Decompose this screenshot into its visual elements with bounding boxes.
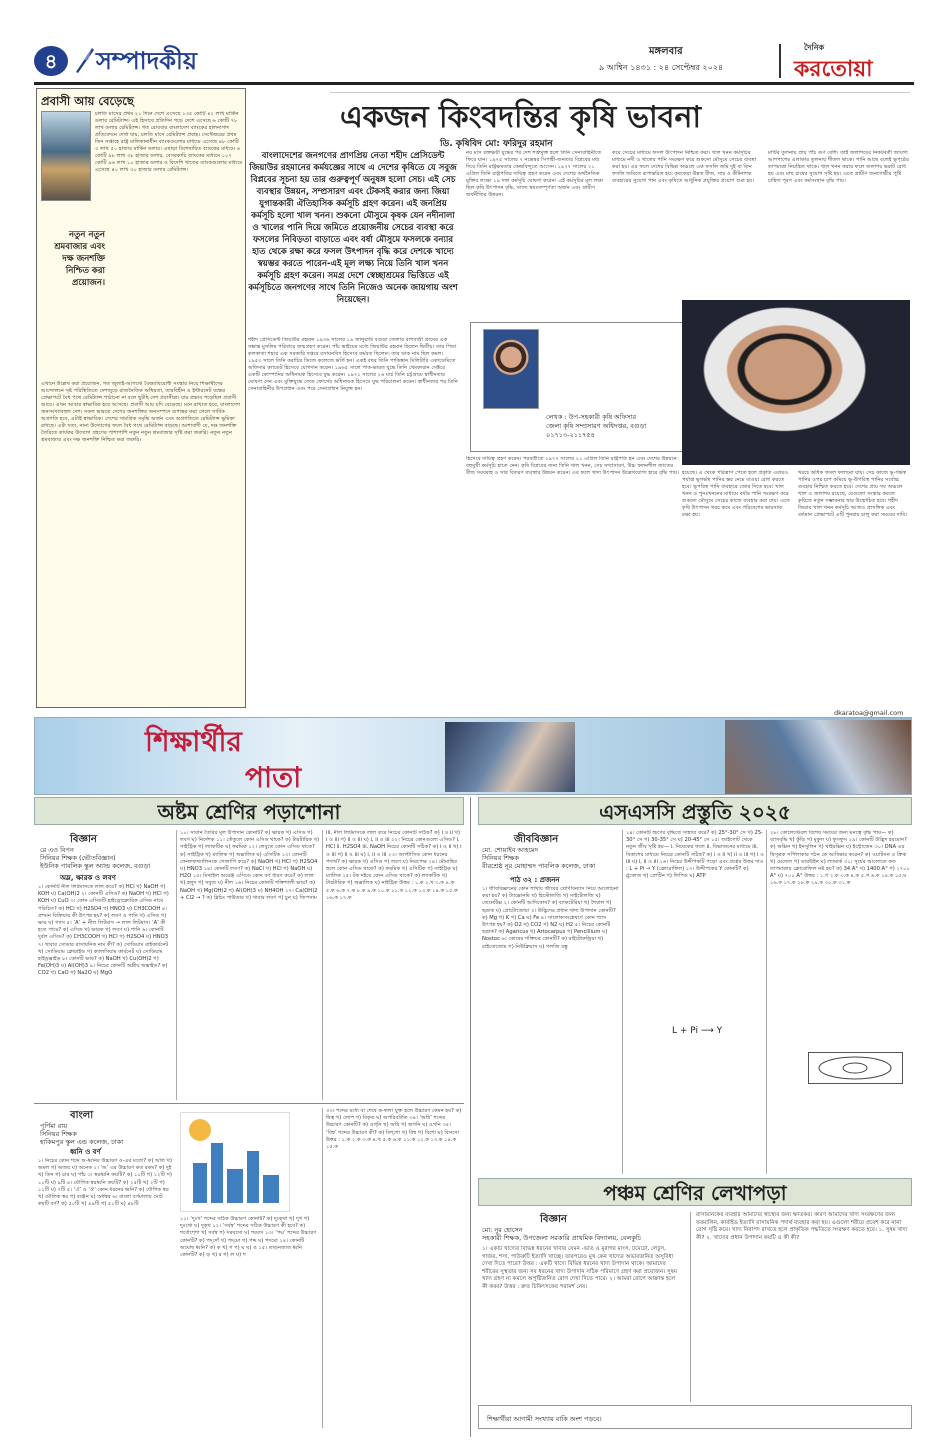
workers-photo <box>41 111 91 201</box>
students-photo-right <box>725 720 911 794</box>
class5-col-1: ১। একটি খাদ্যের বিভিন্ন ধরনের খাবার যেমন -ভাত ও মুরগির মাংস, টমেটো, লেটুস, গাজর, শসা, পাউরুটি ইত্যাদি খাচ্ছে। তারপরেও মুখ কেন খাদ্যের অভাবজনিত অসুবিধা দেখা দিতে পারে? উত্তর : একটি খাদ্যে বিভিন্ন ধরনের খাদ্য উপাদান থাকে। আমাদের শরীরের সুস্থতার জন্য সব ধরনের খাদ্য উপাদান সঠিক পরিমাণে গ্রহণ করা প্রয়োজন। সুষম খাদ্য গ্রহণ না করলে অপুষ্টিজনিত রোগ দেখা দিতে পারে। ২। আমরা রোগে আক্রান্ত হলে কী করব? উত্তর : দ্রুত চিকিৎসকের পরামর্শ নেব। <box>482 1246 677 1290</box>
article-column-4: মাটির তুলনায় প্রায় পাঁচ গুণ বেশি। তাই জলাশয়ের নিকটবর্তী জায়গা আশপাশের এলাকার তুলনায় শীতল থাকে। পানি আছে বলেই ভূপৃষ্ঠের তাপমাত্রা নিয়ন্ত্রিত থাকে। খাল খনন করার ফলে জলাশয় ভরাট রোধ হয় এবং মাছ চাষের সুযোগ সৃষ্টি হয়। এতে গ্রামীণ জনগোষ্ঠীর পুষ্টি চাহিদা পূরণ এবং কর্মসংস্থান বৃদ্ধি পায়। <box>768 150 909 184</box>
class8-science-col-1: ১। কোনটি নীল লিটমাসকে লাল করে? ক) HCl খ) NaOH গ) KOH ঘ) Ca(OH)2 ২। কোনটি এসিড? ক) NaOH খ) HCl গ) KOH ঘ) CuO ৩। কোন এসিডটি হাইড্রোক্লোরিক এসিড নামে পরিচিত? ক) HCl খ) H2SO4 গ) HNO3 ঘ) CH3COOH ৪। প্রশমন বিক্রিয়ায় কী উৎপন্ন হয়? ক) লবণ ও পানি খ) এসিড গ) ক্ষার ঘ) গ্যাস ৫। ‘A’ + নীল লিটমাস → লাল লিটমাস। ‘A’ কী হতে পারে? ক) এসিড খ) ক্ষারক গ) লবণ ঘ) পানি ৬। কোনটি দুর্বল এসিড? ক) CH3COOH খ) HCl গ) H2SO4 ঘ) HNO3 ৭। খাবার সোডার রাসায়নিক নাম কী? ক) সোডিয়াম বাইকার্বনেট খ) সোডিয়াম ক্লোরাইড গ) ক্যালসিয়াম কার্বনেট ঘ) সোডিয়াম হাইড্রক্সাইড ৮। কোনটি ক্ষার? ক) NaOH খ) Cu(OH)2 গ) Fe(OH)3 ঘ) Al(OH)3 ৯। নিচের কোনটি অম্লীয় অক্সাইড? ক) CO2 খ) CaO গ) Na2O ঘ) MgO <box>38 884 169 977</box>
author-caption: লেখক : উপ-সহকারী কৃষি অফিসার জেলা কৃষি সম্প্রসারণ অধিদপ্তর, বগুড়া ০১৭১৩-২১১৭৫৪ <box>546 413 647 439</box>
ssc-topic: পাঠ ৩২ : প্রজনন <box>510 876 560 884</box>
brand-prefix: দৈনিক <box>804 43 825 52</box>
editorial-text-bottom: এখানে উল্লেখ করা প্রয়োজন, গত জুলাই-আগস্টে বৈষম্যবিরোধী সংস্কার নিয়ে শিক্ষার্থীদের আন্দোলনে সৃষ্ট পরিস্থিতিতে দেশজুড়ে রাজনৈতিক অস্থিরতা, তারবিহীন ও ইন্টারনেট বন্ধের প্রেক্ষাপটে বৈধ পথে রেমিট্যান্স পাঠানো না বলে ছুটছি দেশ প্রবাসীরা। যার প্রভাব পড়েছিল প্রবাসী আয়ে। এখন আবার স্বাভাবিক হয়ে আসছে। প্রবাসী আয় যদি বেড়েছে। মনে রাখতে হবে, বাংলাদেশ জনসংখ্যাবহুল দেশ। সকল ভারতে দেশের জনশক্তির জনসম্পদে রূপান্তর করা গেলে সার্বিক অগ্রগতি হবে, এটাই স্বাভাবিক। দেশের সামগ্রিক সমৃদ্ধি অর্জন এবং অগ্রগতিতে রেমিট্যান্স ভূমিকা রাখছে। এটা সত্য, নানা উদ্যোগের ফলে বৈধ পথে রেমিট্যান্স বাড়ছে। আশাবাদী যে, দক্ষ জনশক্তি তৈরিতে কার্যকর উদ্যোগ গ্রহণের পাশাপাশি নতুন নতুন শ্রমবাজার সৃষ্টি করা জরুরি। নতুন নতুন শ্রমবাজার এবং দক্ষ জনশক্তি নিশ্চিত করা জরুরি। <box>41 381 241 443</box>
column-divider <box>176 830 177 1100</box>
class8-science-col-2: ১০। সাবান তৈরির মূল উপাদান কোনটি? ক) ক্ষারক খ) এসিড গ) লবণ ঘ) নির্দেশক ১১। তেঁতুলে কোন এসিড থাকে? ক) টারটারিক খ) সাইট্রিক গ) ল্যাকটিক ঘ) ফরমিক ১২। লেবুতে কোন এসিড থাকে? ক) সাইট্রিক খ) ম্যালিক গ) অক্সালিক ঘ) এসিটিক ১৩। কোনটি ফেনলফথ্যালিনকে গোলাপি করে? ক) NaOH খ) HCl গ) H2SO4 ঘ) HNO3 ১৪। কোনটি লবণ? ক) NaCl খ) HCl গ) NaOH ঘ) H2O ১৫। মিথাইল অরেঞ্জ এসিডে কোন বর্ণ ধারণ করে? ক) লাল খ) হলুদ গ) সবুজ ঘ) নীল ১৬। নিচের কোনটি শক্তিশালী ক্ষার? ক) NaOH খ) Mg(OH)2 গ) Al(OH)3 ঘ) NH4OH ১৭। Ca(OH)2 + Cl2 → ? ক) ব্লিচিং পাউডার খ) খাবার লবণ গ) চুন ঘ) জিপসাম <box>180 830 320 901</box>
masthead-rule <box>34 82 914 85</box>
alphabet-illustration <box>180 1112 290 1212</box>
editorial-text-top: চলতি মাসের প্রথম ২১ দিনে দেশে এসেছে ১৩৫ কোটি ৪২ লাখ মার্কিন ডলার রেমিট্যান্স। এই হিসাবে প্রতিদিন গড়ে দেশে এসেছে ৬ কোটি ৭৮ লাখ ডলার রেমিট্যান্স। গত রোববার বাংলাদেশ ব্যাংকের হালনাগাদ প্রতিবেদনে দেখা যায়, চলতি মাসে রেমিট্যান্স প্রবাহ। সেপ্টেম্বরের প্রথম তিন সপ্তাহে রাষ্ট্র মালিকানাধীন ব্যাংকগুলোর মাধ্যমে এসেছে ৪৮ কোটি ৩ লাখ ৫০ হাজার মার্কিন ডলার। এছাড়া বিশেষায়িত ব্যাংকের মাধ্যমে ৬ কোটি ৯৮ লাখ ৩৮ হাজার ডলার, বেসরকারি ব্যাংকের মাধ্যমে ১০৭ কোটি ৯৬ লাখ ১০ হাজার ডলার ও বিদেশি খাতের ব্যাংকগুলোর মাধ্যমে এসেছে ৪০ লাখ ৩০ হাজার ডলার রেমিট্যান্স। <box>95 111 243 173</box>
class5-note: শিক্ষার্থীরা আগামী সংখ্যায় বাকি অংশ পড়বে। <box>487 1415 602 1423</box>
student-page-banner <box>34 717 912 795</box>
article-lower-3: খরচে অধিক ফসল ফলানো যায়। সেচ কাজে ভূ-গর্ভস্থ পানির ওপর চাপ কমিয়ে ভূ-উপরিস্থ পানির সর্বোচ্চ ব্যবহার নিশ্চিত করতে হবে। দেশের প্রায় সব অঞ্চলে খাল ও জলাশয় রয়েছে, যেগুলো সংস্কার করলে কৃষিতে নতুন সম্ভাবনার দ্বার উন্মোচিত হবে। শহীদ জিয়ার খাল খনন কর্মসূচি আজও প্রাসঙ্গিক এবং বর্তমান প্রেক্ষাপটে এটি পুনরায় চালু করা সময়ের দাবি। <box>798 470 908 518</box>
article-lead: বাংলাদেশের জনগণের প্রাণপ্রিয় নেতা শহীদ প্রেসিডেন্ট জিয়াউর রহমানের কর্মযজ্ঞের সাথে এ দেশের কৃষিতে যে সবুজ বিপ্লবের সূচনা হয় তার গুরুত্বপূর্ণ অনুষঙ্গ হলো সেচ। এই সেচ ব্যবস্থার উন্নয়ন, সম্প্রসারণ এবং টেকসই করার জন্য জিয়া যুগান্তকারী ঐতিহাসিক কর্মসূচি গ্রহণ করেন। এই জনপ্রিয় কর্মসূচি হলো খাল খনন। শুকনো মৌসুমে কৃষক যেন নদীনালা ও খালের পানি দিয়ে জমিতে প্রয়োজনীয় সেচের ব্যবস্থা করে ফসলের নিবিড়তা বাড়াতে এবং বর্ষা মৌসুমে ফসলকে বন্যার হাত থেকে রক্ষা করে ফসল উৎপাদন বৃদ্ধি করে দেশকে খাদ্যে স্বয়ম্ভর করতে পারেন-এই মূল লক্ষ্য নিয়ে তিনি খাল খনন কর্মসূচি গ্রহণ করেন। সমগ্র দেশে স্বেচ্ছাশ্রমের ভিত্তিতে এই কর্মসূচিতে জনগণের সাথে তিনি নিজেও অনেক জায়গায় অংশ নিয়েছেন। <box>248 151 458 305</box>
class8-science-col-3: iii. নীল লিটমাসকে লাল করে নিচের কোনটি সঠিক? ক) i ও ii খ) i ও iii গ) ii ও iii ঘ) i, ii ও iii ২২। নিচের কোনগুলো এসিড? i. HCl ii. H2SO4 iii. NaOH নিচের কোনটি সঠিক? ক) i ও ii খ) i ও iii গ) ii ও iii ঘ) i, ii ও iii ২৩। অ্যান্টাসিড কোন ধরনের পদার্থ? ক) ক্ষারক খ) এসিড গ) লবণ ঘ) নিরপেক্ষ ২৪। মৌমাছির হুলে কোন এসিড থাকে? ক) ফরমিক খ) এসিটিক গ) সাইট্রিক ঘ) ম্যালিক ২৫। টক দইয়ে কোন এসিড থাকে? ক) ল্যাকটিক খ) টারটারিক গ) অক্সালিক ঘ) নাইট্রিক উত্তর : ১.ক ২.খ ৩.ক ৪.ক ৫.ক ৬.ক ৭.ক ৮.ক ৯.ক ১০.ক ১১.ক ১২.ক ১৩.ক ১৪.ক ১৫.ক ১৬.ক ১৭.ক <box>326 830 462 901</box>
column-divider <box>690 1212 691 1402</box>
contact-email[interactable]: dkaratoa@gmail.com <box>834 709 904 717</box>
class8-bangla-col-2: ১১। ‘দুঃখ’ শব্দের সঠিক উচ্চারণ কোনটি? ক) দুক্খো খ) দুখ গ) দুঃখো ঘ) দুক্‌খ ১২। ‘সর্বস্ব’ শব্দের সঠিক উচ্চারণ কী হবে? ক) শর্বোশ্শো খ) সর্বস্ব গ) সরবসো ঘ) শরবস ১৩। ‘পদ্ম’ শব্দের উচ্চারণ কোনটি? ক) পদ্‌দোঁ খ) পদ্‌মো গ) পদ্দ ঘ) পদমো ১৪। কোনটি অঘোষ ধ্বনি? ক) ক খ) গ গ) ঘ ঘ) ঙ ১৫। তাড়নজাত ধ্বনি কোনটি? ক) ড় খ) র গ) ল ঘ) শ <box>180 1216 317 1259</box>
class5-col-2: রাসায়নিকের ব্যবহার আমাদের স্বাস্থ্যের জন্য ক্ষতিকর। কারণ আমাদের খাদ্য সংরক্ষণের জন্য ফরমালিন, কার্বাইড ইত্যাদি রাসায়নিক পদার্থ ব্যবহার করা হয়। এগুলো শরীরে প্রবেশ করে নানা রোগ সৃষ্টি করে। খাদ্য নিরাপদ রাখতে হলে প্রাকৃতিক পদ্ধতিতে সংরক্ষণ করতে হবে। ১. সুষম খাদ্য কী? ২. খাদ্যের প্রধান উপাদান কয়টি ও কী কী? <box>696 1212 908 1241</box>
cell-diagram <box>808 1052 903 1084</box>
article-lower-2: হয়েছে। এ থেকে পরিত্রাণ পেতে হলে প্রকৃতি এবারও পর্যাপ্ত ভূগর্ভস্থ পানির স্তর নেমে যাওয়া রোধ করতে হবে। ভূপরিস্থ পানি ব্যবহারে জোর দিতে হবে। খাল খনন ও পুনঃখননের মাধ্যমে বর্ষার পানি সংরক্ষণ করে শুকনো মৌসুমে সেচের কাজে ব্যবহার করা যায়। এতে কৃষি উৎপাদন খরচ কমে এবং পরিবেশের ভারসাম্য রক্ষা হয়। <box>682 470 790 518</box>
article-column-3: করে সেচের মাধ্যমে ফসল উৎপাদন নিশ্চিত করা। খাল খনন কর্মসূচির মাধ্যমে নদী ও খালের পানি সংরক্ষণ করে শুকনো মৌসুমে সেচের ব্যবস্থা করা হয়। এর ফলে দেশের বিভিন্ন অঞ্চলে এক ফসলি জমি দুই বা তিন ফসলি জমিতে রূপান্তরিত হয়। কৃষকেরা উন্নত বীজ, সার ও কীটনাশক ব্যবহারের সুযোগ পান এবং কৃষিতে আধুনিক প্রযুক্তির প্রয়োগ শুরু হয়। <box>612 150 757 184</box>
quill-pen-icon <box>72 46 96 74</box>
class8-divider <box>34 1103 464 1104</box>
banner-title-line-1: শিক্ষার্থীর <box>145 725 242 758</box>
photo-caption: নতুন নতুন শ্রমবাজার এবং দক্ষ জনশক্তি নিশ্চিত করা প্রয়োজন। <box>54 230 105 288</box>
class5-subject: বিজ্ঞান <box>540 1214 567 1225</box>
brand-divider <box>779 44 781 78</box>
article-headline: একজন কিংবদন্তির কৃষি ভাবনা <box>340 100 702 135</box>
class8-bangla-subject: বাংলা <box>70 1110 94 1121</box>
issue-date: ৯ আশ্বিন ১৪৩১ : ২৪ সেপ্টেম্বর ২০২৪ <box>599 63 724 72</box>
editorial-title: প্রবাসী আয় বেড়েছে <box>41 94 134 108</box>
newspaper-logo: করতোয়া <box>794 56 873 82</box>
column-divider <box>766 830 767 1174</box>
masthead <box>34 42 914 80</box>
column-divider <box>322 830 323 1100</box>
class8-bangla-col-3: ৩৩। শব্দের মধ্যে বা শেষে ক-ফলা যুক্ত হলে উচ্চারণ কেমন হয়? ক) দ্বিত্ব খ) লোপ গ) বিকৃত ঘ) অপরিবর্তিত ৩৪। ‘অগ্নি’ শব্দের উচ্চারণ কোনটি? ক) ওগ্‌নি খ) অগ্নি গ) অগনি ঘ) ওগনি ৩৫। ‘বিশ্ব’ শব্দের উচ্চারণ কী? ক) বিশ্‌শো খ) বিশ্ব গ) বিশো ঘ) বিসসো উত্তর : ১.ক ২.ক ৩.ক ৪.খ ৫.ক ৬.ক ১১.ক ১২.ক ১৩.ক ১৪.ক ১৫.ক <box>326 1108 462 1151</box>
ssc-col-3: ২৮। কোলেস্টেরল বিশেষ সময়ের জন্য ঘনত্বে বৃদ্ধি পায়— ক) ব্যাসবৃদ্ধি খ) কুঁড়ি গ) মূকুল ঘ) ফুসফুস ২৯। কোনটি উদ্ভিদ হরমোন? ক) অক্সিন খ) ইনসুলিন গ) থাইরক্সিন ঘ) ইস্ট্রোজেন ৩০। DNA এর দ্বিসূত্রক সর্পিলাকার গঠন কে আবিষ্কার করেন? ক) ওয়াটসন ও ক্রিক খ) মেন্ডেল গ) ডারউইন ঘ) ল্যামার্ক ৩১। সূর্যের আলোতে কত তাপমাত্রায় ক্লোরোফিল নষ্ট হয়? ক) 34 A° খ) 1400 A° গ) ১৭০০ A° ঘ) ৭০০ A° উত্তর : ১.গ ২.ক ৩.ক ৪.ক ৫.গ ৬.ক ১৪.ক ১৫.ঘ ১৬.ক ১৭.ক ২৮.ক ২৯.ক ৩০.ক ৩১.ক <box>770 830 910 887</box>
class8-bangla-author: পূর্ণিমা রায় সিনিয়র শিক্ষক হাকিমপুর স্কুল এন্ড কলেজ, ঢাকা <box>40 1122 124 1146</box>
class8-bangla-topic: ধ্বনি ও বর্ণ <box>70 1148 101 1156</box>
section-divider <box>470 797 471 1437</box>
ssc-subject: জীববিজ্ঞান <box>514 834 559 845</box>
class8-science-topic: অম্ল, ক্ষারক ও লবণ <box>60 874 116 882</box>
leader-portrait <box>682 300 910 465</box>
weekday: মঙ্গলবার <box>649 46 683 57</box>
ssc-col-1: ১। জীববিজ্ঞানের কোন শাখায় জীবের শ্রেণিবিন্যাস নিয়ে আলোচনা করা হয়? ক) ট্যাক্সোনমি খ) হিস্টোলজি গ) সাইটোলজি ঘ) জেনেটিক্স ২। কোনটি আদিকোষ? ক) ব্যাকটেরিয়া খ) শৈবাল গ) ছত্রাক ঘ) প্রোটোজোয়া ৩। উদ্ভিদের প্রধান খাদ্য উপাদান কোনটি? ক) Mg খ) K গ) Ca ঘ) Fe ৪। সালোকসংশ্লেষণে কোন গ্যাস উৎপন্ন হয়? ক) O2 খ) CO2 গ) N2 ঘ) H2 ৫। নিচের কোনটি ছত্রাক? ক) Agaricus খ) Artocarpus গ) Pencillium ঘ) Nostoc ৬। কোষের শক্তিঘর কোনটি? ক) মাইটোকন্ড্রিয়া খ) রাইবোজোম গ) নিউক্লিয়াস ঘ) গলজি বস্তু <box>482 886 619 950</box>
article-lower-1: হিসেবে দায়িত্ব গ্রহণ করেন। পরবর্তীতে ১৯৭৭ সালের ২১ এপ্রিল তিনি রাষ্ট্রপতি হন এবং দেশের উন্নয়নে বহুমুখী কর্মসূচি হাতে নেন। কৃষি বিপ্লবের জন্য তিনি খাল খনন, সেচ সম্প্রসারণ, উচ্চ ফলনশীল জাতের বীজ সরবরাহ ও সার বিতরণ ব্যবস্থার উন্নয়ন করেন। এর ফলে খাদ্য উৎপাদন উল্লেখযোগ্য হারে বৃদ্ধি পায়। <box>466 456 679 476</box>
page-number: ৪ <box>34 46 68 76</box>
ssc-equation: L + Pi ⟶ Y <box>672 1026 723 1036</box>
class5-note-box <box>478 1405 912 1429</box>
section-title: সম্পাদকীয় <box>96 46 198 75</box>
students-photo-left <box>445 722 575 792</box>
editorial-sidebar <box>36 88 246 708</box>
class8-science-subject: বিজ্ঞান <box>70 834 97 845</box>
ssc-author: মো. শোয়াইব আহমেদ সিনিয়র শিক্ষক বীরশ্রেষ্ঠ নূর মোহাম্মদ পাবলিক কলেজ, ঢাকা <box>482 846 596 870</box>
class8-header: অষ্টম শ্রেণির পড়াশোনা <box>34 797 464 825</box>
column-divider <box>322 1108 323 1428</box>
article-headline-box <box>330 92 910 135</box>
banner-title-line-2: পাতা <box>245 761 302 794</box>
ssc-header: এসএসসি প্রস্তুতি ২০২৫ <box>478 797 912 825</box>
article-column-2: নয় মাস রক্তক্ষয়ী যুদ্ধের পর দেশ শত্রুমুক্ত হলে তিনি সেনাবাহিনীতে ফিরে যান। ১৯৭৫ সালের ৭ নভেম্বর সিপাহী-জনতার বিপ্লবের মধ্য দিয়ে তিনি রাষ্ট্রক্ষমতার কেন্দ্রবিন্দুতে আসেন। ১৯৭৭ সালের ২১ এপ্রিল তিনি রাষ্ট্রপতির দায়িত্ব গ্রহণ করেন এবং দেশের অর্থনৈতিক মুক্তির লক্ষ্যে ১৯ দফা কর্মসূচি ঘোষণা করেন। এই কর্মসূচির মূল লক্ষ্য ছিল কৃষি উৎপাদন বৃদ্ধি, খাদ্যে স্বয়ংসম্পূর্ণতা অর্জন এবং গ্রামীণ অর্থনীতির উন্নয়ন। <box>466 150 604 198</box>
class5-header: পঞ্চম শ্রেণির লেখাপড়া <box>478 1178 912 1206</box>
ssc-col-2: ১৪। কোনটি ভ্রূণের বৃদ্ধিতে সাহায্য করে? ক) 25°-30° সে খ) 25-30° সে গ) 30-35° সে ঘ) 20-45° সে ১৫। জাইগোট থেকে নতুন জীব সৃষ্টি হয়— i. নিষেকের ফলে ii. বিভাজনের মাধ্যমে iii. বিকাশের মাধ্যমে নিচের কোনটি সঠিক? ক) i ও ii খ) ii ও iii গ) i ও iii ঘ) i, ii ও iii ১৬। নিচের উদ্দীপকটি পড়ো এবং প্রশ্নের উত্তর দাও : L + Pi → Y (ক্লোরোফিল) ১৭। উদ্দীপকের Y কোনটি? ক) গ্লুকোজ খ) প্রোটিন গ) লিপিড ঘ) ATP <box>626 830 764 880</box>
article-byline: ডি. কৃষিবিদ মো: ফরিদুর রহমান <box>440 139 553 149</box>
column-divider <box>622 830 623 1174</box>
article-column-1: শহীদ প্রেসিডেন্ট জিয়াউর রহমান ১৯৩৬ সালের ১৯ জানুয়ারি বগুড়া জেলার বাগবাড়ী গ্রামের এক সম্ভ্রান্ত মুসলিম পরিবারে জন্মগ্রহণ করেন। পাঁচ ভাইয়ের মধ্যে জিয়াউর রহমান ছিলেন দ্বিতীয়। তার পিতা কলকাতা শহরে এক সরকারি দপ্তরে রসায়নবিদ হিসেবে কর্মরত ছিলেন। তার ডাক নাম ছিল কমল। ১৯৫৩ সালে তিনি করাচির ডিজে কলেজে ভর্তি হন। একই বছর তিনি পাকিস্তান মিলিটারি একাডেমিতে অফিসার ক্যাডেট হিসেবে যোগদান করেন। ১৯৬৫ সালে পাক-ভারত যুদ্ধে তিনি খেমকারান সেক্টরে একটি কোম্পানির অধিনায়ক হিসেবে যুদ্ধ করেন। ১৯৭১ সালের ২৬ মার্চ তিনি চট্টগ্রামে স্বাধীনতার ঘোষণা দেন এবং মুক্তিযুদ্ধে জেড ফোর্সের অধিনায়ক হিসেবে যুদ্ধ পরিচালনা করেন। স্বাধীনতার পর তিনি সেনাবাহিনীর উপপ্রধান এবং পরে সেনাপ্রধান নিযুক্ত হন। <box>248 337 458 392</box>
class5-author: মো: নুর হোসেন সহকারী শিক্ষক, উপজেলা সরকারি প্রাথমিক বিদ্যালয়, বেলকুচি <box>482 1226 642 1242</box>
author-photo <box>483 329 539 409</box>
class8-bangla-col-1: ১। নিচের কোন শব্দে অ-ধ্বনির উচ্চারণ ও-এর মতো? ক) অতি খ) অমল গ) অজয় ঘ) অনেক ২। ‘অ’ এর উচ্চারণ কত রকম? ক) দুই খ) তিন গ) চার ঘ) পাঁচ ৩। স্বরধ্বনি কয়টি? ক) ১১টি খ) ১২টি গ) ১০টি ঘ) ৯টি ৪। যৌগিক স্বরধ্বনি কয়টি? ক) ২৫টি খ) ২টি গ) ১১টি ঘ) ৭টি ৫। ‘ঐ’ ও ‘ঔ’ কোন ধরনের ধ্বনি? ক) যৌগিক স্বর খ) মৌলিক স্বর গ) ব্যঞ্জন ঘ) অর্ধস্বর ৬। বাংলা বর্ণমালায় মোট কয়টি বর্ণ? ক) ৫০টি খ) ৪৯টি গ) ৫১টি ঘ) ৪৮টি <box>38 1158 172 1208</box>
class8-science-author: রে এও বিপন সিনিয়র শিক্ষক (ভৌতবিজ্ঞান) ইউনিক পাবলিক স্কুল অ্যান্ড কলেজ, বগুড়া <box>40 846 151 870</box>
